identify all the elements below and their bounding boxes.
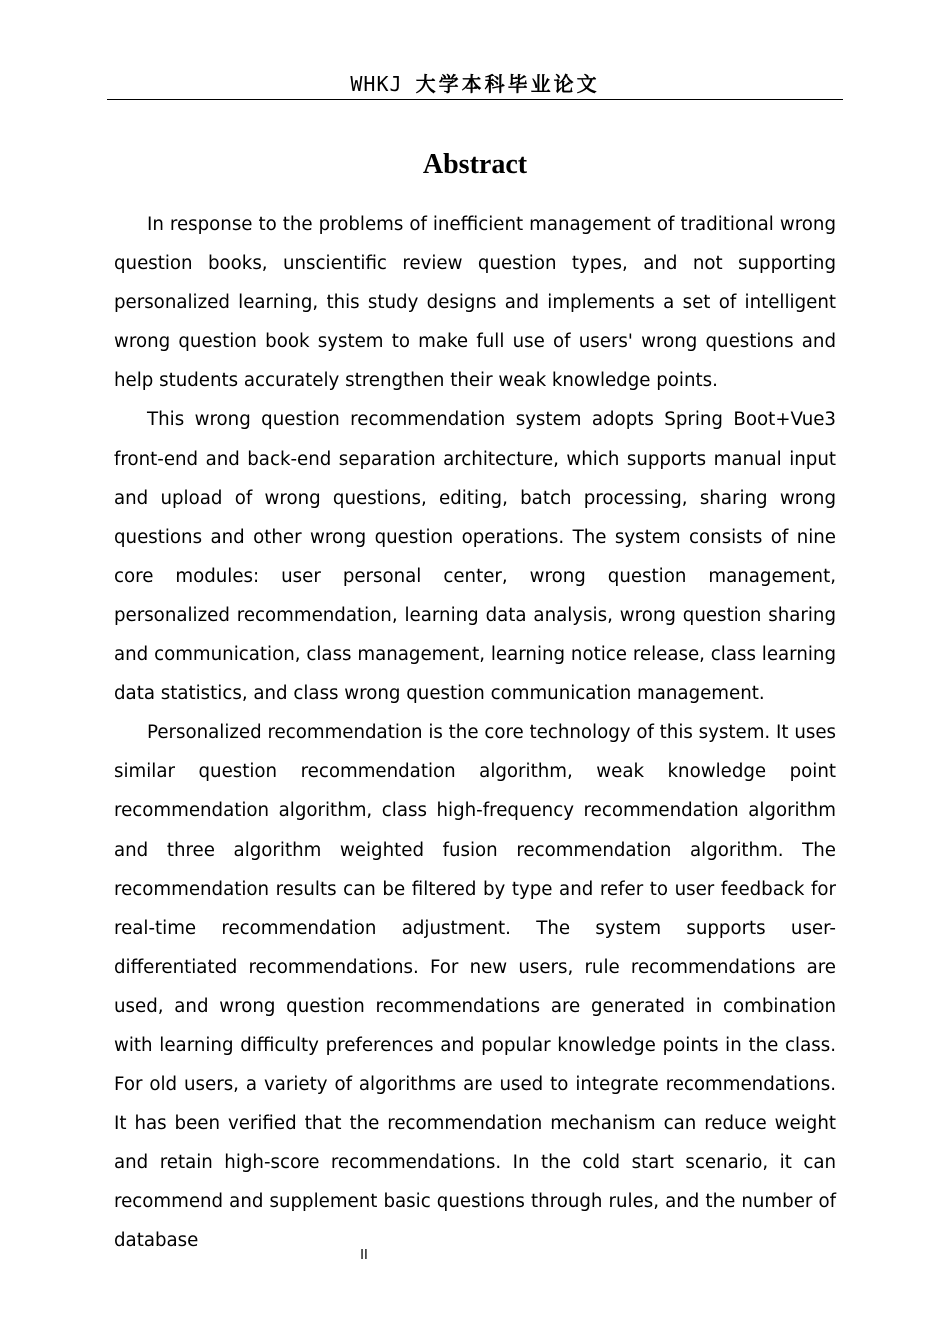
running-header <box>107 72 843 96</box>
page-title: Abstract <box>422 149 528 180</box>
abstract-paragraph: Personalized recommendation is the core technology of this system. It uses similar question recommendation algorithm, weak knowledge point recommendation algorithm, class high-frequency recommendation algorithm and three algorithm weighted fusion recommendation algorithm. The recommendation results can be filtered by type and refer to user feedback for real-time recommendation adjustment. The system supports user-differentiated recommendations. For new users, rule recommendations are used, and wrong question recommendations are generated in combination with learning difficulty preferences and popular knowledge points in the class. For old users, a variety of algorithms are used to integrate recommendations. It has been verified that the recommendation mechanism can reduce weight and retain high-score recommendations. In the cold start scenario, it can recommend and supplement basic questions through rules, and the number of database <box>114 722 836 1252</box>
abstract-paragraph: In response to the problems of inefficient management of traditional wrong question books, unscientific review question types, and not supporting personalized learning, this study designs and implements a set of intelligent wrong question book system to make full use of users' wrong questions and help students accurately strengthen their weak knowledge points. <box>114 214 836 392</box>
abstract-paragraph: This wrong question recommendation system adopts Spring Boot+Vue3 front-end and back-end separation architecture, which supports manual input and upload of wrong questions, editing, batch processing, sharing wrong questions and other wrong question operations. The system consists of nine core modules: user personal center, wrong question management, personalized recommendation, learning data analysis, wrong question sharing and communication, class management, learning notice release, class learning data statistics, and class wrong question communication management. <box>114 409 836 705</box>
page-number: II <box>360 1248 368 1263</box>
header-divider <box>107 99 843 100</box>
header-title: 大学本科毕业论文 <box>415 72 600 96</box>
header-prefix: WHKJ <box>350 72 403 96</box>
abstract-body <box>114 205 836 1261</box>
